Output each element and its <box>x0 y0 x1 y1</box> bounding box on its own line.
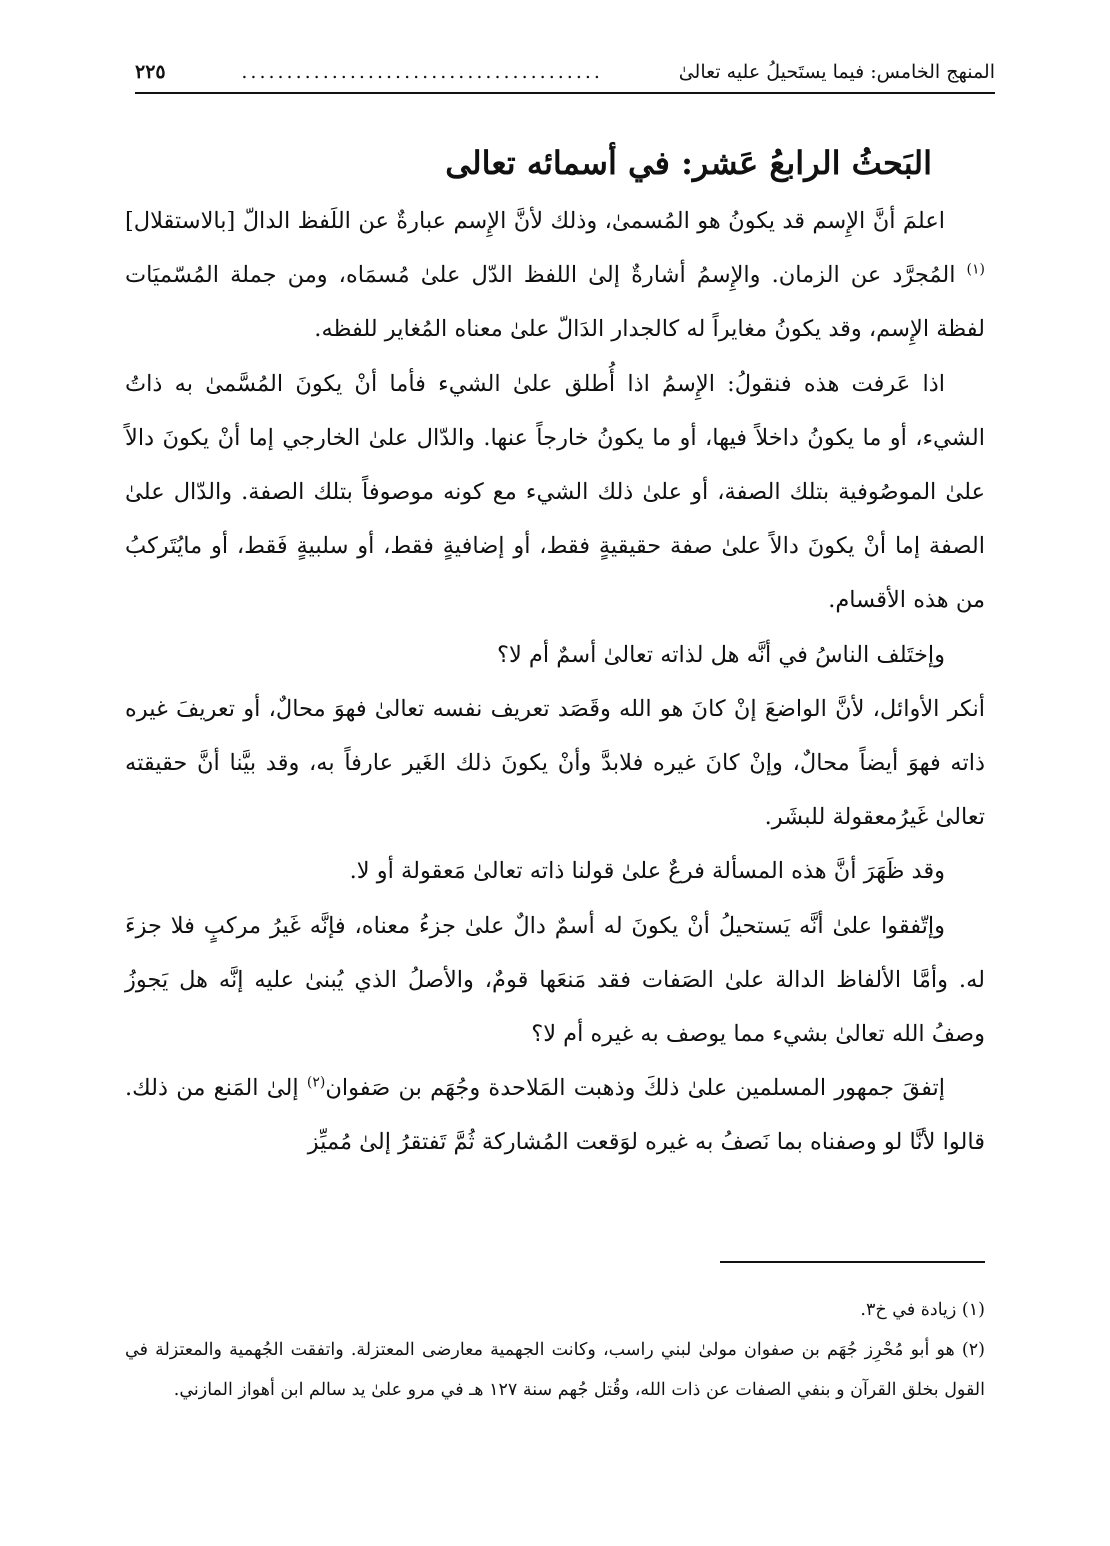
paragraph: أنكر الأوائل، لأنَّ الواضعَ إنْ كانَ هو الله وقَصَد تعريف نفسه تعالىٰ فهوَ محالٌ، أو تعريفَ غيره ذاته فهوَ أيضاً محالٌ، وإنْ كانَ غيره فلابدَّ وأنْ يكونَ ذلك الغَير عارفاً به، وقد بيَّنا أنَّ حقيقته تعالىٰ غَيرُمعقولة للبشَر. <box>125 695 985 831</box>
paragraph-text: إلىٰ المَنع من ذلك. قالوا لأنَّا لو وصفناه بما نَصفُ به غيره لوَقعت المُشاركة ثُمَّ تَفتقرُ إلىٰ مُميِّز <box>125 1075 985 1156</box>
footnote: (١) زيادة في خ٣. <box>860 1300 985 1320</box>
footnote-separator <box>720 1261 985 1263</box>
section-heading: البَحثُ الرابعُ عَشر: في أسمائه تعالى <box>445 144 932 182</box>
paragraph <box>125 194 985 357</box>
paragraph-text: إتفقَ جمهور المسلمين علىٰ ذلكَ وذهبت المَلاحدة وجُهَم بن صَفوان <box>325 1075 945 1102</box>
page-number: ٢٢٥ <box>135 61 166 83</box>
paragraph-text: اعلمَ أنَّ الإِسم قد يكونُ هو المُسمىٰ، وذلك لأنَّ الإِسم عبارةٌ عن اللَفظ الدالّ [بالاستقلال] <box>125 208 945 234</box>
body-text <box>125 194 985 1170</box>
footnotes <box>125 1290 985 1410</box>
footnote-marker: (٢) <box>306 1074 326 1091</box>
paragraph: وإتّفقوا علىٰ أنَّه يَستحيلُ أنْ يكونَ له أسمٌ دالٌ علىٰ جزءُ معناه، فإنَّه غَيرُ مركبٍ فلا جزءَ له. وأمَّا الألفاظ الدالة علىٰ الصَفات فقد مَنعَها قومٌ، والأصلُ الذي يُبنىٰ عليه إنَّه هل يَجوزُ وصفُ الله تعالىٰ بشيء مما يوصف به غيره أم لا؟ <box>125 912 985 1048</box>
paragraph <box>125 1061 985 1169</box>
paragraph: وقد ظَهَرَ أنَّ هذه المسألة فرعٌ علىٰ قولنا ذاته تعالىٰ مَعقولة أو لا. <box>349 858 945 885</box>
running-header <box>135 52 995 94</box>
footnote: (٢) هو أبو مُحْرِز جُهَم بن صفوان مولىٰ لبني راسب، وكانت الجهمية معارضى المعتزلة. واتفقت الجُهمية والمعتزلة في القول بخلق القرآن و بنفي الصفات عن ذات الله، وقُتل جُهم سنة ١٢٧ هـ في مرو علىٰ يد سالم ابن أهواز المازني. <box>125 1340 985 1400</box>
footnote-marker: (١) <box>966 261 985 278</box>
chapter-title: المنهج الخامس: فيما يستَحيلُ عليه تعالىٰ <box>678 61 995 83</box>
paragraph: اذا عَرفت هذه فنقولُ: الإِسمُ اذا أُطلق علىٰ الشيء فأما أنْ يكونَ المُسَّمىٰ به ذاتُ الشيء، أو ما يكونُ داخلاً فيها، أو ما يكونُ خارجاً عنها. والدّال علىٰ الخارجي إما أنْ يكونَ دالاً علىٰ الموصُوفية بتلك الصفة، أو علىٰ ذلك الشيء مع كونه موصوفاً بتلك الصفة. والدّال علىٰ الصفة إما أنْ يكونَ دالاً علىٰ صفة حقيقيةٍ فقط، أو إضافيةٍ فقط، أو سلبيةٍ فَقط، أو مايُتَركبُ من هذه الأقسام. <box>125 370 985 614</box>
paragraph: وإختَلف الناسُ في أنَّه هل لذاته تعالىٰ أسمٌ أم لا؟ <box>497 641 945 668</box>
leader-dots: ........................................ <box>241 61 603 83</box>
paragraph-text: المُجرَّد عن الزمان. والإِسمُ أشارةٌ إلىٰ اللفظ الدّل علىٰ مُسمَاه، ومن جملة المُسّميَات لفظة الإِسم، وقد يكونُ مغايراً له كالجدار الدَالّ علىٰ معناه المُغاير للفظه. <box>125 262 985 343</box>
